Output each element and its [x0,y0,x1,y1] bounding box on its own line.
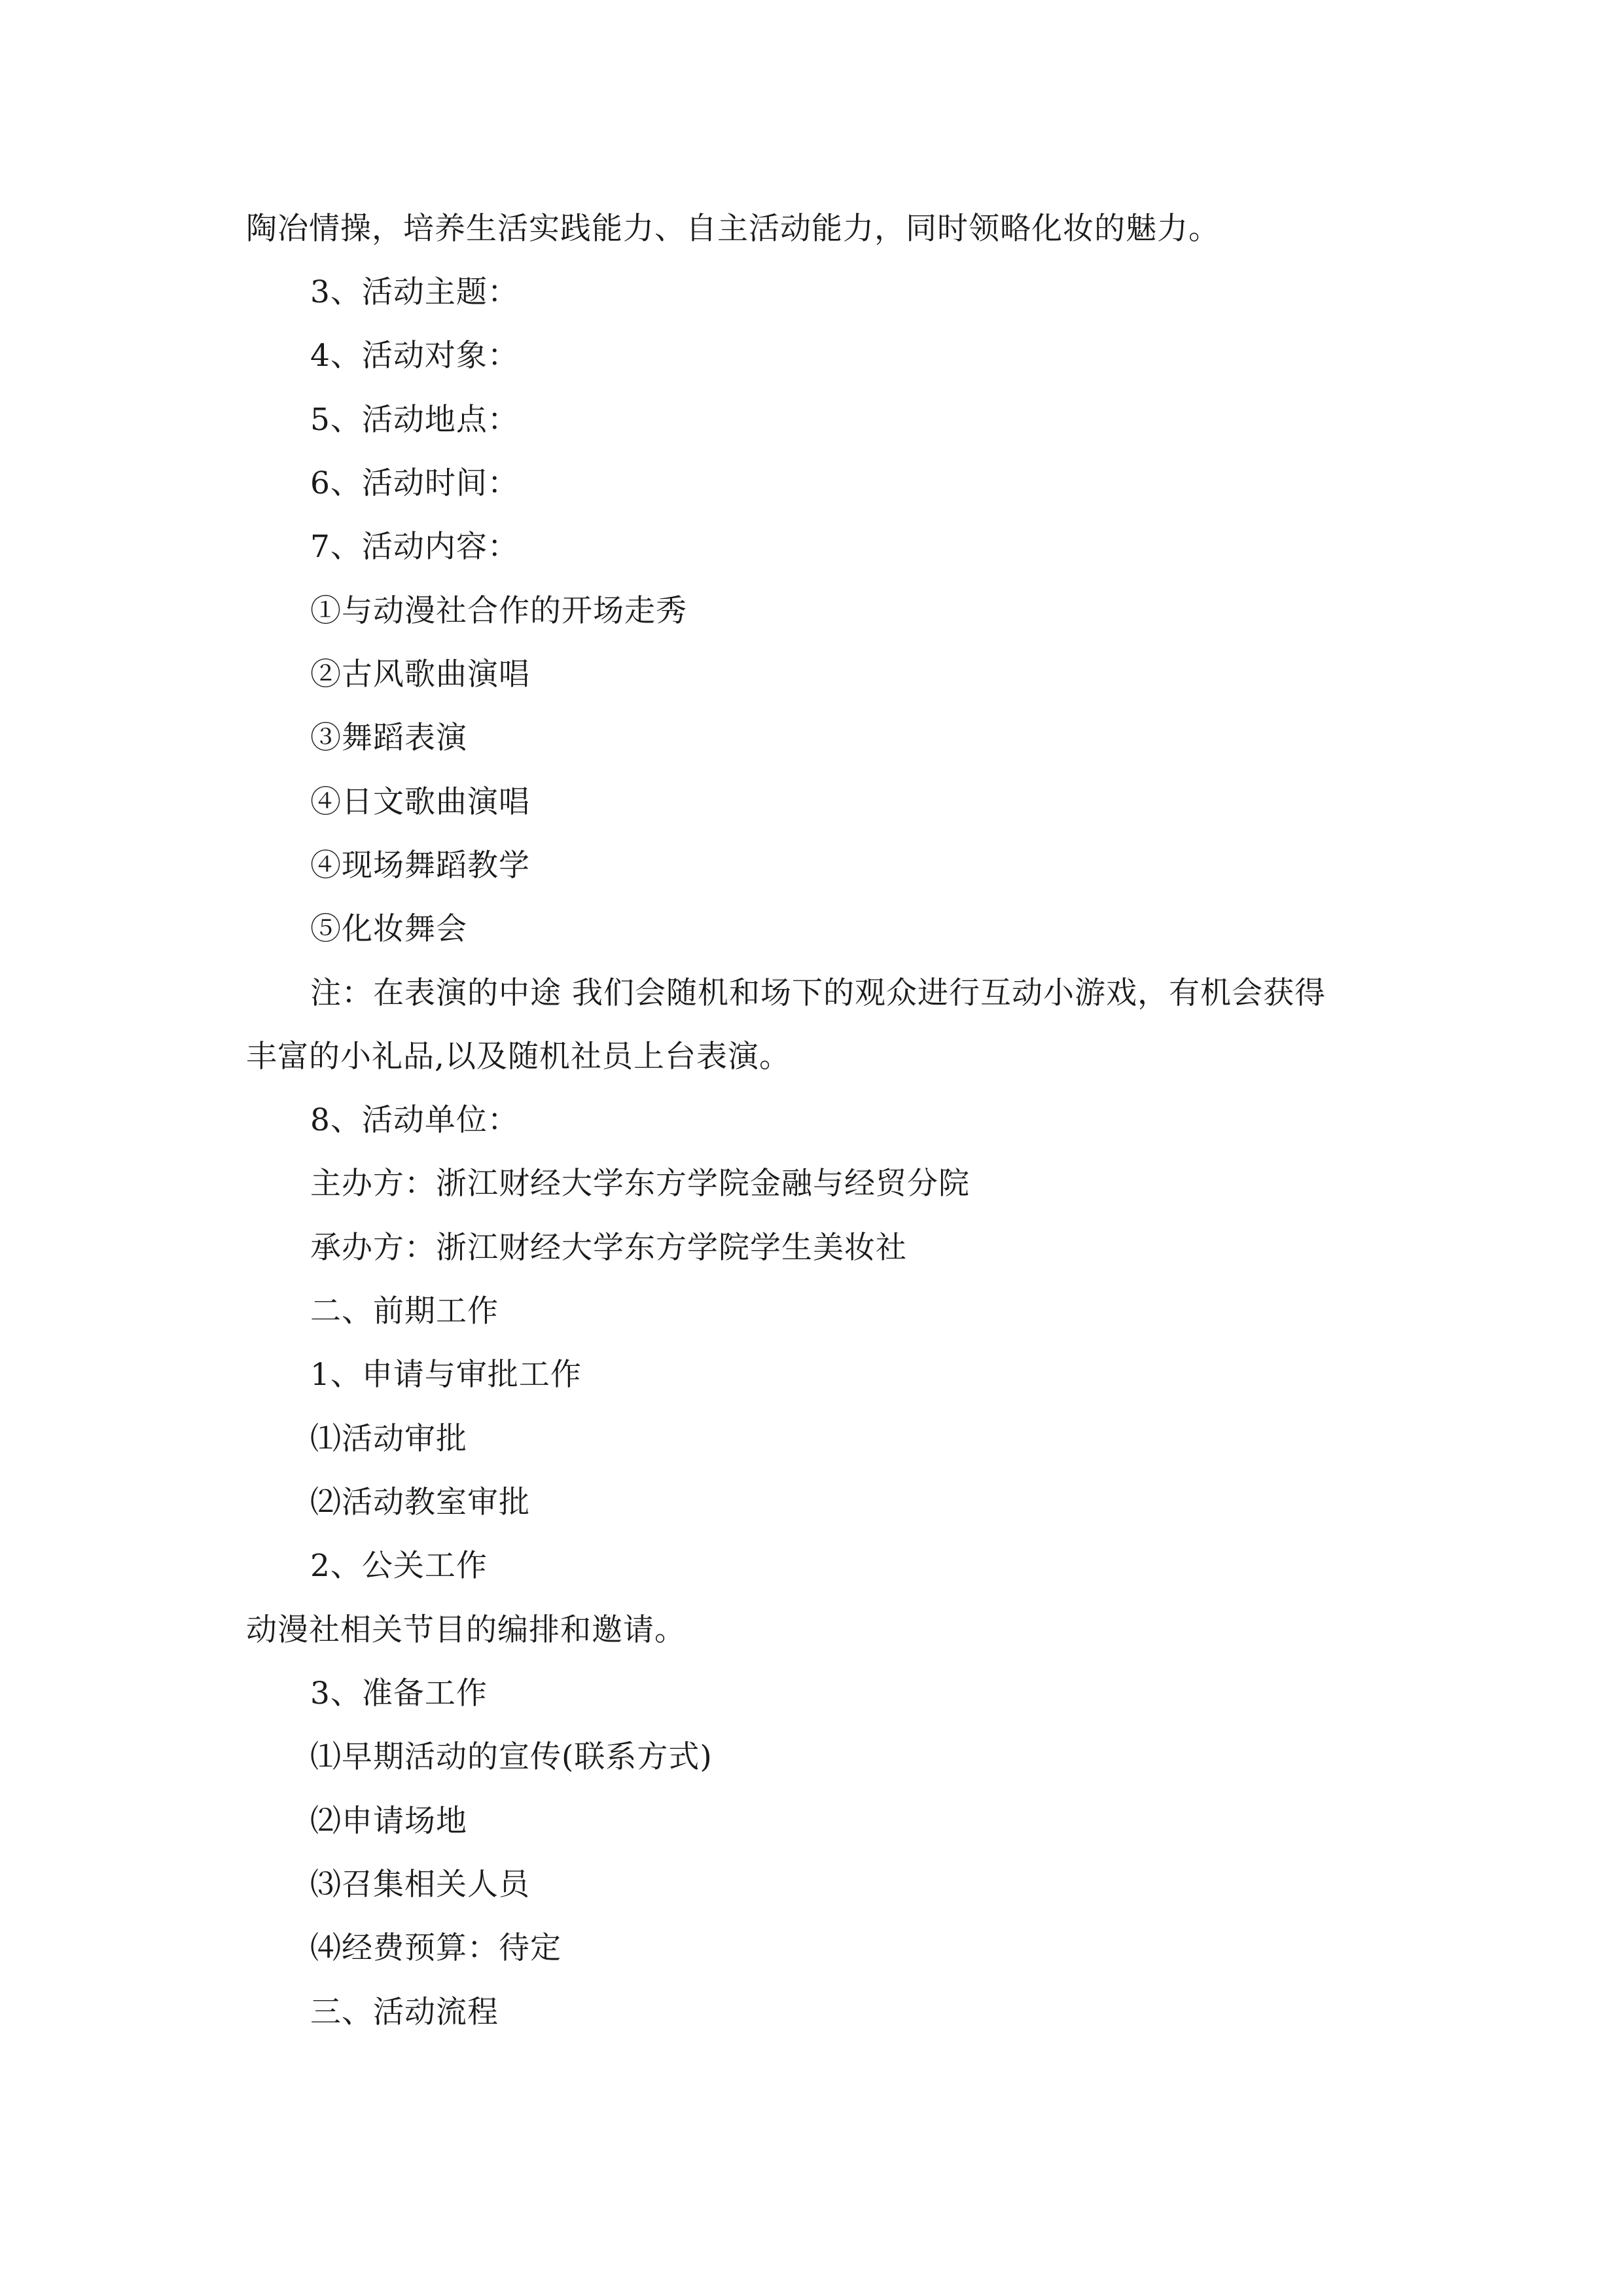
preparation-subitem-2: ⑵申请场地 [310,1803,467,1839]
note-line-1: 注：在表演的中途 我们会随机和场下的观众进行互动小游戏，有机会获得 [310,975,1326,1011]
content-item-3: ③舞蹈表演 [310,720,467,756]
application-approval-item: 1、申请与审批工作 [310,1357,582,1393]
content-item-5: ④现场舞蹈教学 [310,848,530,884]
section-heading-process: 三、活动流程 [310,1994,499,2030]
preparation-subitem-1: ⑴早期活动的宣传(联系方式) [310,1739,713,1775]
organizer-line: 主办方：浙江财经大学东方学院金融与经贸分院 [310,1166,970,1202]
approval-subitem-2: ⑵活动教室审批 [310,1484,530,1520]
content-item-6: ⑤化妆舞会 [310,911,467,947]
activity-units-item: 8、活动单位： [310,1102,519,1138]
content-item-4: ④日文歌曲演唱 [310,784,530,820]
activity-target-item: 4、活动对象： [310,338,519,374]
content-item-1: ①与动漫社合作的开场走秀 [310,593,687,629]
content-item-2: ②古风歌曲演唱 [310,656,530,692]
section-heading-preparation: 二、前期工作 [310,1293,499,1329]
preparation-subitem-3: ⑶召集相关人员 [310,1867,530,1903]
co-organizer-line: 承办方：浙江财经大学东方学院学生美妆社 [310,1230,907,1266]
public-relations-item: 2、公关工作 [310,1548,488,1584]
preparation-item: 3、准备工作 [310,1676,488,1712]
activity-theme-item: 3、活动主题： [310,274,519,310]
activity-time-item: 6、活动时间： [310,465,519,501]
paragraph-continuation: 陶冶情操，培养生活实践能力、自主活动能力，同时领略化妆的魅力。 [246,211,1220,247]
approval-subitem-1: ⑴活动审批 [310,1421,467,1457]
activity-location-item: 5、活动地点： [310,402,519,438]
activity-content-item: 7、活动内容： [310,529,519,565]
public-relations-text: 动漫社相关节目的编排和邀请。 [246,1612,686,1648]
preparation-subitem-4: ⑷经费预算：待定 [310,1930,562,1966]
note-line-2: 丰富的小礼品,以及随机社员上台表演。 [246,1039,791,1075]
